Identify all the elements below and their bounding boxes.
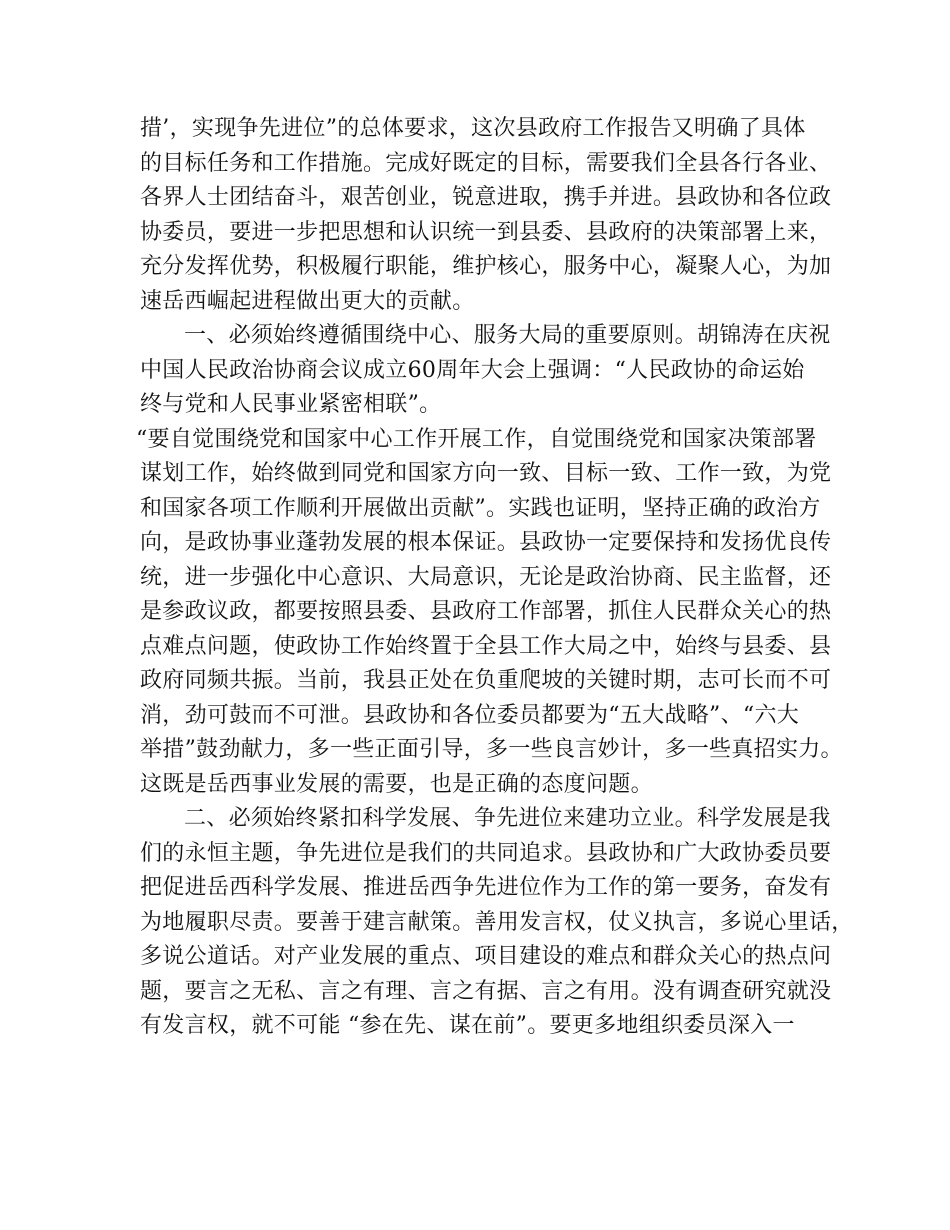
text-line: 各界人士团结奋斗，艰苦创业，锐意进取，携手并进。县政协和各位政: [140, 185, 832, 210]
text-line: 消，劲可鼓而不可泄。县政协和各位委员都要为“五大战略”、“六大: [140, 702, 800, 728]
text-line: 统，进一步强化中心意识、大局意识，无论是政治协商、民主监督，还: [140, 564, 832, 590]
text-line: 协委员，要进一步把思想和认识统一到县委、县政府的决策部署上来，: [140, 219, 832, 245]
text-line: 题，要言之无私、言之有理、言之有据、言之有用。没有调查研究就没: [140, 978, 832, 1004]
body-text: [136, 112, 854, 1044]
text-line: 点难点问题，使政协工作始终置于全县工作大局之中，始终与县委、县: [140, 633, 832, 659]
text-line: 有发言权，就不可能 “参在先、谋在前”。要更多地组织委员深入一: [140, 1013, 795, 1038]
text-line: 们的永恒主题，争先进位是我们的共同追求。县政协和广大政协委员要: [140, 840, 832, 866]
text-line: 终与党和人民事业紧密相联”。: [140, 392, 442, 417]
text-line: 为地履职尽责。要善于建言献策。善用发言权，仗义执言，多说心里话，: [140, 909, 854, 935]
text-line: 这既是岳西事业发展的需要，也是正确的态度问题。: [140, 771, 653, 797]
text-line: 中国人民政治协商会议成立60周年大会上强调：“人民政协的命运始: [140, 357, 805, 383]
text-line: 多说公道话。对产业发展的重点、项目建设的难点和群众关心的热点问: [140, 944, 832, 969]
text-line: 向，是政协事业蓬勃发展的根本保证。县政协一定要保持和发扬优良传: [140, 530, 832, 555]
text-line: 政府同频共振。当前，我县正处在负重爬坡的关键时期，志可长而不可: [140, 668, 832, 693]
text-line: 的目标任务和工作措施。完成好既定的目标，需要我们全县各行各业、: [140, 150, 832, 176]
text-line: “要自觉围绕党和国家中心工作开展工作，自觉围绕党和国家决策部署: [136, 426, 817, 452]
paragraph-heading-one: 一、必须始终遵循围绕中心、服务大局的重要原则。胡锦涛在庆祝: [184, 323, 831, 348]
paragraph-heading-two: 二、必须始终紧扣科学发展、争先进位来建功立业。科学发展是我: [184, 806, 831, 831]
text-line: 谋划工作，始终做到同党和国家方向一致、目标一致、工作一致，为党: [140, 461, 832, 486]
text-line: 是参政议政，都要按照县委、县政府工作部署，抓住人民群众关心的热: [140, 599, 832, 624]
text-line: 措’，实现争先进位”的总体要求，这次县政府工作报告又明确了具体: [140, 116, 806, 141]
text-line: 和国家各项工作顺利开展做出贡献”。实践也证明，坚持正确的政治方: [140, 495, 821, 521]
text-line: 速岳西崛起进程做出更大的贡献。: [140, 288, 475, 314]
text-line: 举措”鼓劲献力，多一些正面引导，多一些良言妙计，多一些真招实力。: [140, 737, 843, 762]
text-line: 把促进岳西科学发展、推进岳西争先进位作为工作的第一要务，奋发有: [140, 875, 832, 900]
text-line: 充分发挥优势，积极履行职能，维护核心，服务中心，凝聚人心，为加: [140, 254, 832, 279]
